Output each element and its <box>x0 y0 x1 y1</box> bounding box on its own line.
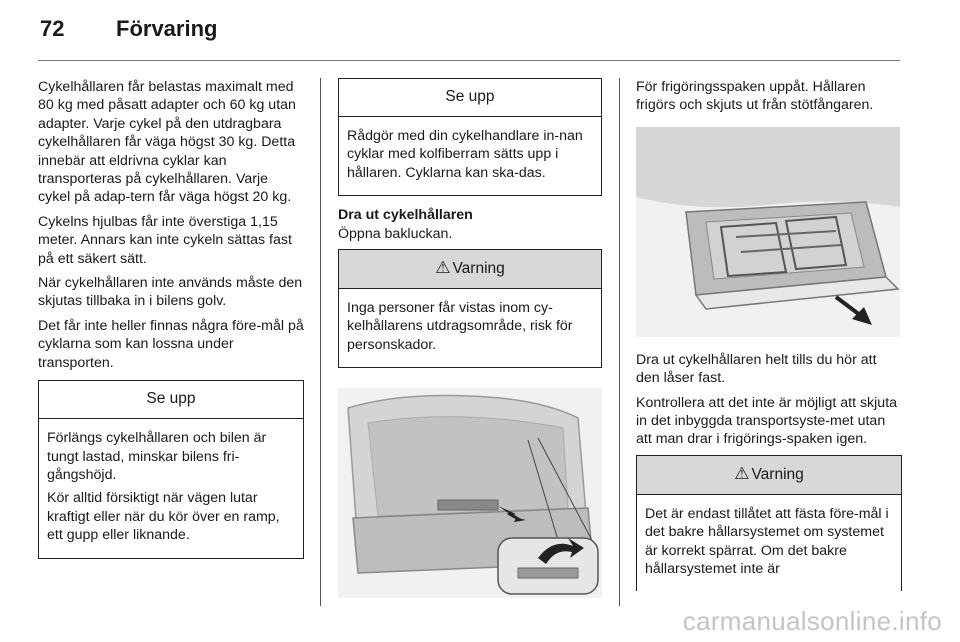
figure-tailgate-release <box>338 388 602 598</box>
warning-title-bar <box>339 250 601 289</box>
caution-title: Se upp <box>339 79 601 117</box>
caution-text: Rådgör med din cykelhandlare in-nan cyklar med kolfiberram sätts upp i hållaren. Cyklarna kan ska-das. <box>347 128 583 181</box>
warning-title-bar <box>637 456 901 495</box>
caution-body <box>39 419 303 557</box>
warning-text: Det är endast tillåtet att fästa före-mål i det bakre hållarsystemet om systemet är korrekt spärrat. Om det bakre hållarsystemet inte är <box>645 505 889 578</box>
paragraph-release-lever: För frigöringsspaken uppåt. Hållaren frigörs och skjuts ut från stötfångaren. <box>636 79 874 114</box>
caution-box-clearance <box>38 380 304 558</box>
paragraph-loose-objects: Det får inte heller finnas några före-mål på cyklarna som kan lossna under transporten. <box>38 317 304 371</box>
bike-carrier-illustration <box>636 127 900 337</box>
warning-box-persons <box>338 249 602 368</box>
header-rule <box>38 60 900 61</box>
page-header <box>0 0 960 62</box>
warning-body <box>637 495 901 592</box>
warning-triangle-icon: ⚠ <box>734 463 750 483</box>
page-title: Förvaring <box>116 16 218 41</box>
tailgate-illustration <box>338 388 602 598</box>
section-heading: Dra ut cykelhållaren <box>338 207 473 224</box>
caution-title: Se upp <box>39 381 303 419</box>
column-3 <box>636 78 902 591</box>
warning-body <box>339 289 601 367</box>
warning-triangle-icon: ⚠ <box>435 258 451 278</box>
paragraph-wheelbase: Cykelns hjulbas får inte överstiga 1,15 meter. Annars kan inte cykeln sättas fast på ett säkert sätt. <box>38 213 292 267</box>
column-divider-1 <box>320 78 321 606</box>
caution-paragraph: Förlängs cykelhållaren och bilen är tungt lastad, minskar bilens fri-gångshöjd. <box>47 430 267 483</box>
caution-paragraph: Kör alltid försiktigt när vägen lutar kraftigt eller när du kör över en ramp, ett gupp eller liknande. <box>47 490 280 544</box>
figure-bike-carrier-extended <box>636 127 900 337</box>
instruction-open-tailgate: Öppna bakluckan. <box>338 225 453 242</box>
column-divider-2 <box>619 78 620 606</box>
paragraph-pull-out: Dra ut cykelhållaren helt tills du hör att den låser fast. <box>636 351 877 387</box>
paragraph-push-back: När cykelhållaren inte används måste den skjutas tillbaka in i bilens golv. <box>38 275 303 310</box>
warning-title: Varning <box>452 260 505 278</box>
warning-box-locked <box>636 455 902 592</box>
warning-text: Inga personer får vistas inom cy-kelhållarens utdragsområde, risk för personskador. <box>347 300 573 353</box>
paragraph-load-limits: Cykelhållaren får belastas maximalt med 80 kg med påsatt adapter och 60 kg utan adapter. Varje cykel på den utdragbara cykelhållaren får väga högst 30 kg. Detta innebär att eldrivna cyklar kan transporteras på cykelhållaren. Varje cykel på adap-tern får väga högst 20 kg. <box>38 79 296 206</box>
column-1 <box>38 78 304 559</box>
column-2 <box>338 78 602 598</box>
warning-title: Varning <box>751 465 804 483</box>
caution-body <box>339 117 601 195</box>
caution-box-carbon <box>338 78 602 196</box>
page-number: 72 <box>40 16 65 41</box>
watermark: carmanualsonline.info <box>682 606 942 636</box>
paragraph-check-lock: Kontrollera att det inte är möjligt att skjuta in det inbyggda transportsyste-met utan att man drar i frigörings-spaken igen. <box>636 394 898 448</box>
